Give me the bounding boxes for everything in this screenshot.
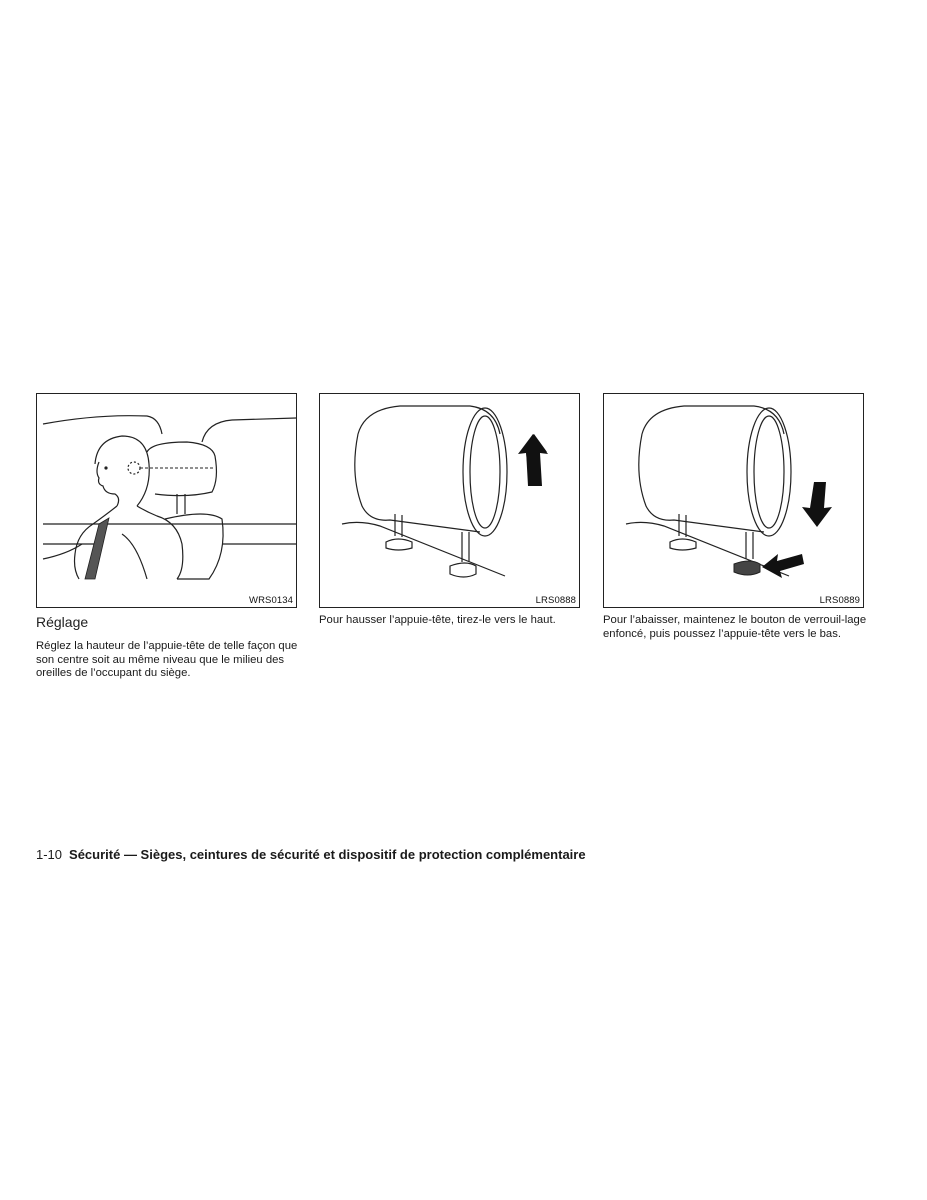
paragraph-adjust: Réglez la hauteur de l’appuie-tête de telle façon que son centre soit au même niveau que le milieu des oreilles de l’occupant du siège. [36, 640, 298, 679]
page-number: 1-10 [36, 847, 63, 862]
chapter-title: Sécurité — Sièges, ceintures de sécurité et dispositif de protection complémentaire [69, 847, 586, 862]
section-heading: Réglage [36, 614, 89, 630]
illustration-occupant-headrest [37, 394, 296, 607]
illustration-headrest-up [320, 394, 579, 607]
figure-code: WRS0134 [249, 595, 293, 606]
paragraph-raise: Pour hausser l’appuie-tête, tirez-le vers le haut. [319, 614, 556, 626]
figure-headrest-lower [603, 393, 864, 608]
paragraph-lower: Pour l’abaisser, maintenez le bouton de verrouil-lage enfoncé, puis poussez l’appuie-tête vers le bas. [603, 614, 867, 640]
illustration-headrest-down [604, 394, 863, 607]
figure-code: LRS0889 [819, 595, 860, 606]
figure-code: LRS0888 [535, 595, 576, 606]
page-footer [36, 847, 586, 862]
figure-headrest-occupant [36, 393, 297, 608]
figure-headrest-raise [319, 393, 580, 608]
